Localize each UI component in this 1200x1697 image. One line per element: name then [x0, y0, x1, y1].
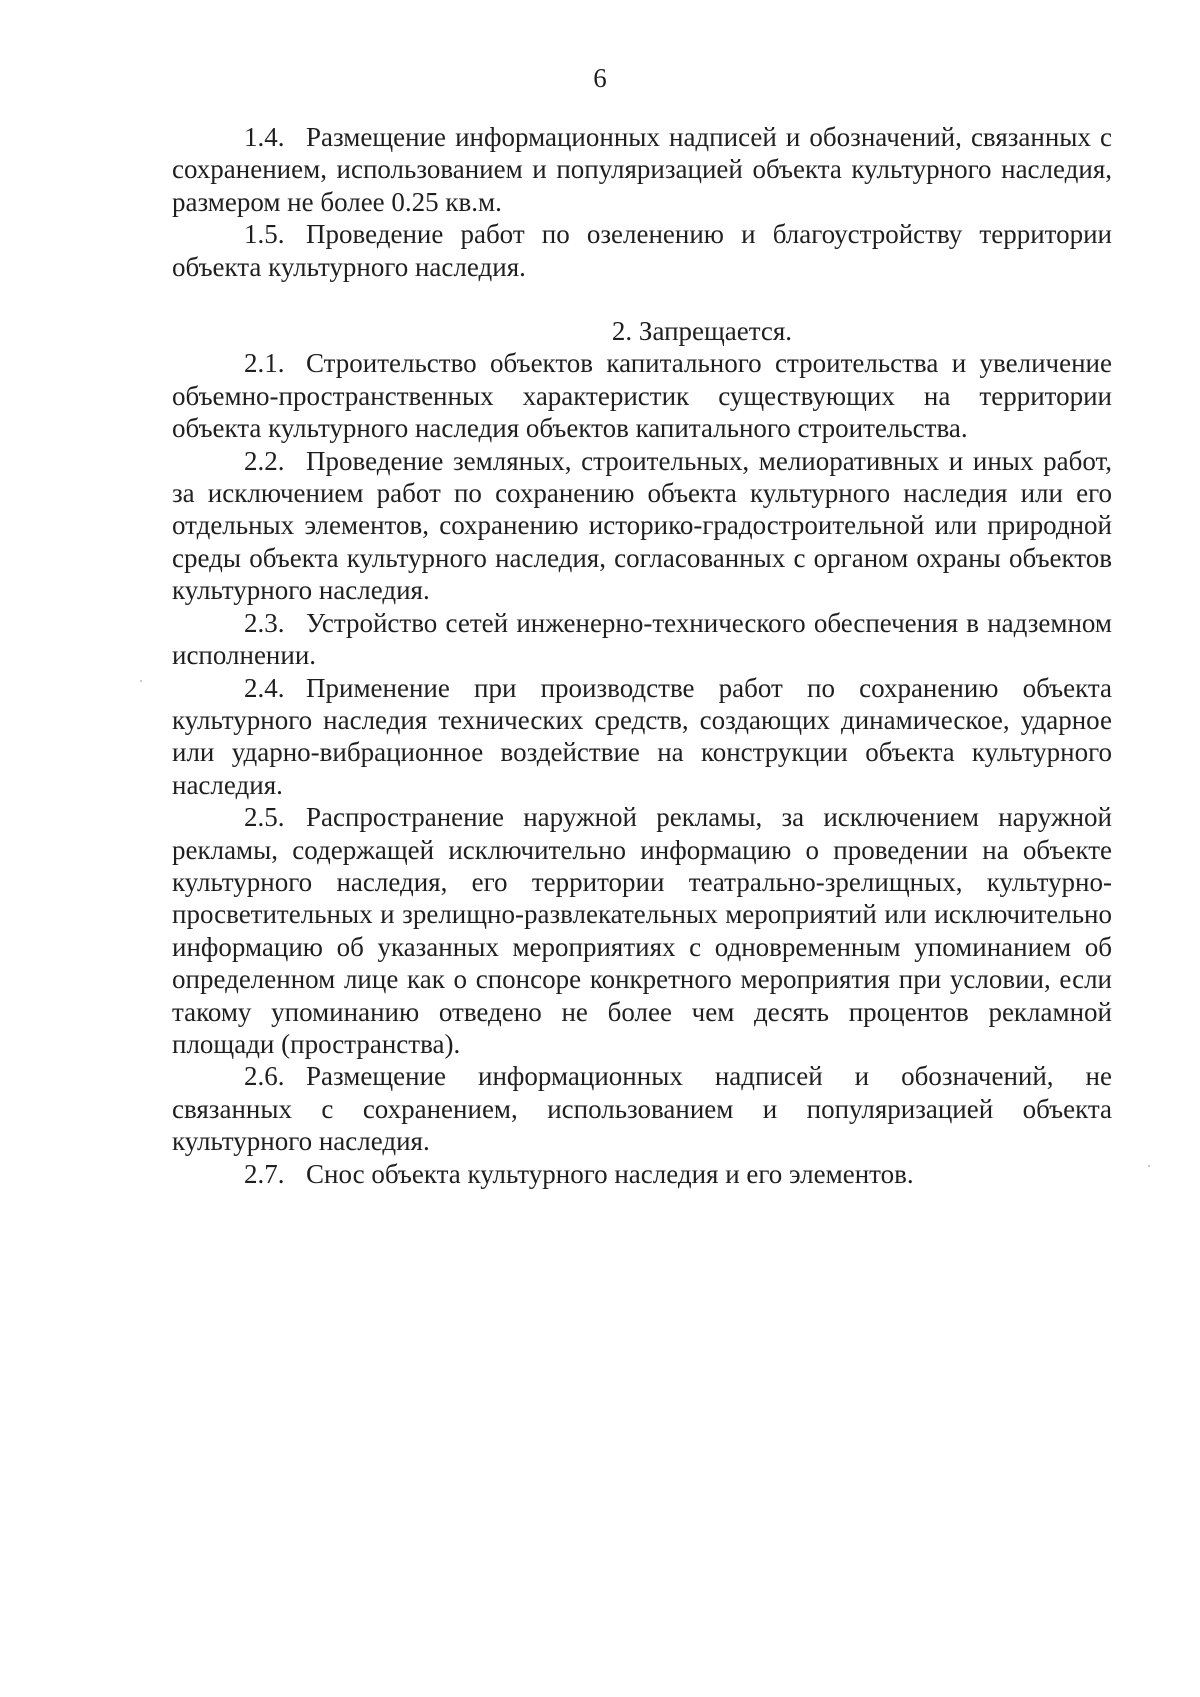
page-number: 6	[593, 63, 607, 93]
item-2-6	[172, 1060, 1112, 1157]
item-number: 2.6.	[244, 1061, 285, 1092]
scan-speck	[140, 680, 142, 682]
section-2-heading: 2. Запрещается.	[611, 316, 793, 347]
item-number: 2.4.	[244, 672, 285, 703]
scan-speck	[1148, 1165, 1150, 1167]
item-number: 2.5.	[244, 802, 285, 833]
item-number: 2.3.	[244, 607, 285, 638]
item-text: Проведение работ по озеленению и благоустройству территории объекта культурного наследия.	[172, 219, 1112, 282]
item-1-4	[172, 121, 1112, 218]
item-2-2	[172, 445, 1112, 607]
item-text: Применение при производстве работ по сохранению объекта культурного наследия технических средств, создающих динамическое, ударное или ударно-вибрационное воздействие на конструкции объекта культурного наследия.	[172, 672, 1112, 800]
item-2-5	[172, 801, 1112, 1060]
item-number: 2.1.	[244, 348, 285, 379]
item-2-3	[172, 607, 1112, 672]
document-body	[172, 121, 1112, 1190]
item-text: Строительство объектов капитального строительства и увеличение объемно-пространственных характеристик существующих на территории объекта культурного наследия объектов капитального строительства.	[172, 348, 1112, 444]
item-text: Снос объекта культурного наследия и его элементов.	[306, 1158, 914, 1189]
item-text: Распространение наружной рекламы, за исключением наружной рекламы, содержащей исключительно информацию о проведении на объекте культурного наследия, его территории театрально-зрелищных, культурно-просветительных и зрелищно-развлекательных мероприятий или исключительно информацию об указанных мероприятиях с одновременным упоминанием об определенном лице как о спонсоре конкретного мероприятия при условии, если такому упоминанию отведено не более чем десять процентов рекламной площади (пространства).	[172, 802, 1112, 1059]
item-2-4	[172, 672, 1112, 802]
item-2-7	[172, 1158, 1112, 1190]
item-1-5	[172, 218, 1112, 283]
item-number: 2.2.	[244, 445, 285, 476]
item-number: 1.5.	[244, 219, 285, 250]
item-number: 2.7.	[244, 1158, 285, 1189]
item-text: Размещение информационных надписей и обозначений, связанных с сохранением, использованием и популяризацией объекта культурного наследия, размером не более 0.25 кв.м.	[172, 122, 1112, 217]
item-number: 1.4.	[244, 122, 285, 152]
item-text: Проведение земляных, строительных, мелиоративных и иных работ, за исключением работ по сохранению объекта культурного наследия или его отдельных элементов, сохранению историко-градостроительной или природной среды объекта культурного наследия, согласованных с органом охраны объектов культурного наследия.	[172, 445, 1112, 606]
item-2-1	[172, 347, 1112, 444]
item-text: Размещение информационных надписей и обозначений, не связанных с сохранением, использованием и популяризацией объекта культурного наследия.	[172, 1061, 1112, 1157]
item-text: Устройство сетей инженерно-технического обеспечения в надземном исполнении.	[172, 607, 1112, 671]
